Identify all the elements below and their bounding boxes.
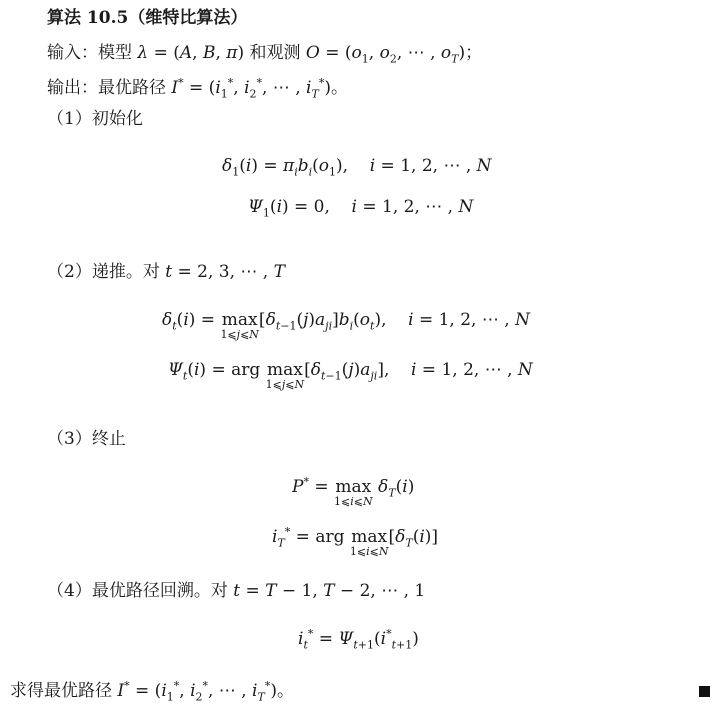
step-3-label: （3）终止 — [47, 429, 126, 449]
output-line: 输出：最优路径 $I^* = (i_1^*$, $i_2^*$, ⋯ , $i_T^*$)。 — [47, 76, 348, 101]
step-4-label: （4）最优路径回溯。对 t = T − 1, T − 2, ⋯ , 1 — [47, 581, 426, 601]
equation-termination-p: P* = max 1⩽i⩽N $\delta_T(i)$ — [292, 475, 415, 508]
qed-square-icon — [699, 686, 710, 697]
equation-termination-i: $i_T^*$ = arg max 1⩽i⩽N $[\delta_T(i)]$ — [272, 525, 439, 558]
algorithm-title: 算法 10.5（维特比算法） — [47, 8, 248, 28]
step-1-label: （1）初始化 — [47, 109, 143, 129]
equation-recursion-delta: $\delta_t(i)$ = max 1⩽j⩽N $[\delta_{t-1}(j)a_{ji}]b_i(o_t)$, i = 1, 2, ⋯ , N — [162, 310, 530, 341]
equation-backtrack: $i_t^* = \Psi_{t+1}(i^*_{t+1})$ — [298, 627, 419, 652]
max-operator: max 1⩽i⩽N — [349, 527, 389, 558]
max-operator: max 1⩽j⩽N — [265, 360, 305, 391]
equation-init-delta: $\delta_1(i) = \pi_ib_i(o_1)$, i = 1, 2, ⋯ , N — [222, 156, 492, 179]
input-line: 输入：模型 λ = (A, B, π) 和观测 $O = (o_1$, $o_2$, ⋯ , $o_T$)； — [47, 43, 483, 66]
conclusion-line: 求得最优路径 $I^* = (i_1^*$, $i_2^*$, ⋯ , $i_T^*$)。 — [10, 679, 294, 704]
max-operator: max 1⩽j⩽N — [220, 310, 259, 341]
step-2-label: （2）递推。对 t = 2, 3, ⋯ , T — [47, 262, 285, 282]
max-operator: max 1⩽i⩽N — [334, 477, 373, 508]
equation-init-psi: $\Psi_1(i) = 0$, i = 1, 2, ⋯ , N — [248, 197, 474, 220]
equation-recursion-psi: $\Psi_t(i)$ = arg max 1⩽j⩽N $[\delta_{t-1}(j)a_{ji}]$, i = 1, 2, ⋯ , N — [168, 360, 533, 391]
